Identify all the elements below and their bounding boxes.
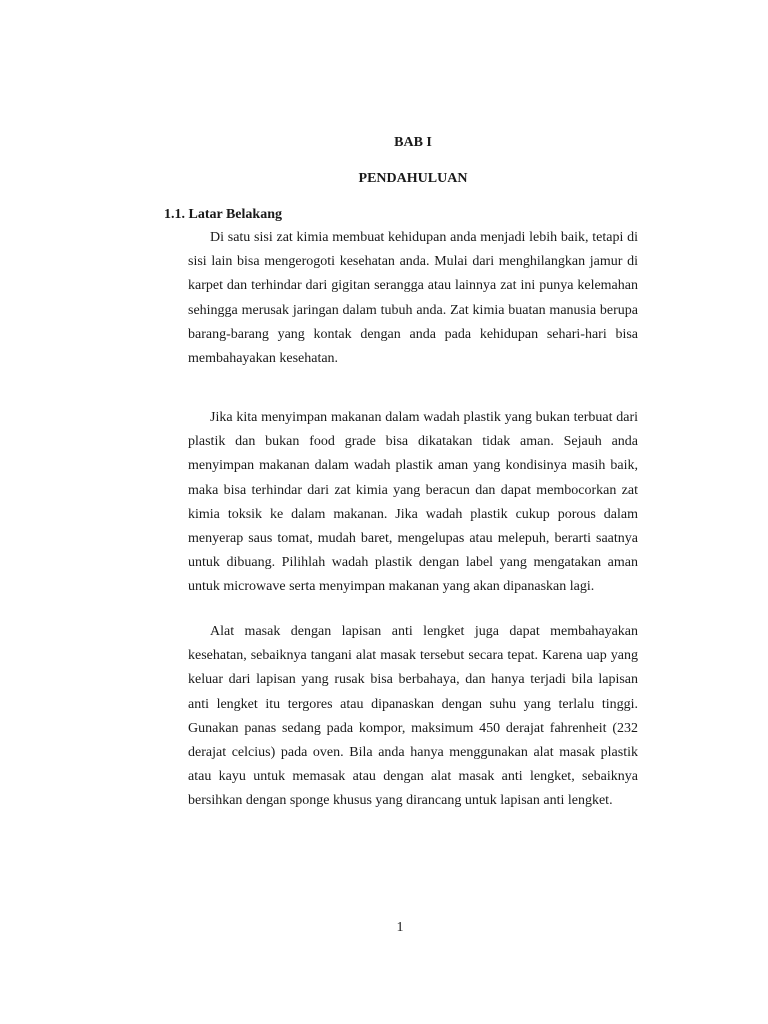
- paragraph: Alat masak dengan lapisan anti lengket juga dapat membahayakan kesehatan, sebaiknya tangani alat masak tersebut secara tepat. Karena uap yang keluar dari lapisan yang rusak bisa berbahaya, dan hanya terjadi bila lapisan anti lengket itu tergores atau dipanaskan dengan suhu yang terlalu tinggi. Gunakan panas sedang pada kompor, maksimum 450 derajat fahrenheit (232 derajat celcius) pada oven. Bila anda hanya menggunakan alat masak plastik atau kayu untuk memasak atau dengan alat masak anti lengket, sebaiknya bersihkan dengan sponge khusus yang dirancang untuk lapisan anti lengket.: [188, 624, 638, 809]
- page-number: 1: [396, 920, 404, 935]
- chapter-title: PENDAHULUAN: [358, 171, 468, 186]
- paragraph: Di satu sisi zat kimia membuat kehidupan anda menjadi lebih baik, tetapi di sisi lain bisa mengerogoti kesehatan anda. Mulai dari menghilangkan jamur di karpet dan terhindar dari gigitan serangga atau lainnya zat ini punya kelemahan sehingga merusak jaringan dalam tubuh anda. Zat kimia buatan manusia berupa barang-barang yang kontak dengan anda pada kehidupan sehari-hari bisa membahayakan kesehatan.: [188, 230, 638, 367]
- chapter-number: BAB I: [394, 135, 432, 150]
- paragraph: Jika kita menyimpan makanan dalam wadah plastik yang bukan terbuat dari plastik dan bukan food grade bisa dikatakan tidak aman. Sejauh anda menyimpan makanan dalam wadah plastik aman yang kondisinya masih baik, maka bisa terhindar dari zat kimia yang beracun dan dapat membocorkan zat kimia toksik ke dalam makanan. Jika wadah plastik cukup porous dalam menyerap saus tomat, mudah baret, mengelupas atau melepuh, berarti saatnya untuk dibuang. Pilihlah wadah plastik dengan label yang mengatakan aman untuk microwave serta menyimpan makanan yang akan dipanaskan lagi.: [188, 410, 638, 595]
- section-heading: 1.1. Latar Belakang: [164, 207, 282, 222]
